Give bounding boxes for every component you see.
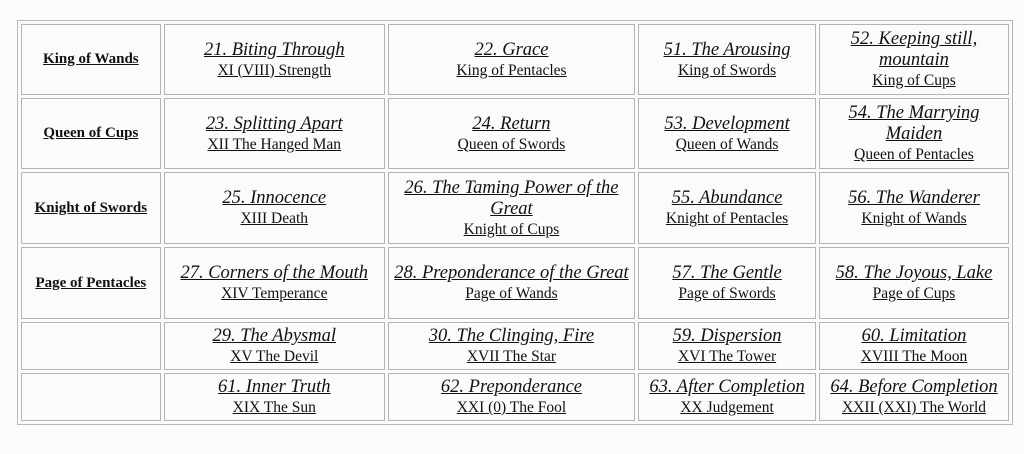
row-header [21, 98, 161, 169]
card-link[interactable]: Knight of Pentacles [665, 210, 789, 227]
row-header [21, 322, 161, 370]
hexagram-link[interactable]: 26. The Taming Power of the Great [404, 177, 619, 219]
hexagram-link[interactable]: 24. Return [472, 113, 551, 134]
table-cell [388, 24, 635, 95]
hexagram-link[interactable]: 21. Biting Through [203, 39, 345, 60]
hexagram-link[interactable]: 57. The Gentle [672, 263, 782, 283]
table-row [21, 172, 1009, 244]
row-header-label: King of Wands [43, 51, 139, 67]
card-link[interactable]: XXI (0) The Fool [456, 399, 567, 416]
hexagram-link[interactable]: 64. Before Completion [830, 377, 998, 397]
hexagram-link[interactable]: 55. Abundance [671, 188, 783, 208]
card-link[interactable]: XII The Hanged Man [207, 135, 342, 153]
hexagram-link[interactable]: 58. The Joyous, Lake [835, 263, 993, 283]
card-link[interactable]: XIV Temperance [221, 285, 328, 302]
row-header-label: Page of Pentacles [35, 274, 147, 291]
row-header-label: Knight of Swords [34, 199, 148, 216]
card-link[interactable]: King of Pentacles [456, 61, 567, 79]
row-header [21, 247, 161, 319]
table-row [21, 247, 1009, 319]
card-link[interactable]: XVII The Star [466, 348, 557, 365]
hexagram-link[interactable]: 62. Preponderance [440, 377, 583, 397]
table-cell [388, 172, 635, 244]
hexagram-link[interactable]: 27. Corners of the Mouth [180, 263, 369, 283]
hexagram-link[interactable]: 61. Inner Truth [217, 377, 331, 397]
table-cell [388, 373, 635, 421]
table-cell [164, 172, 385, 244]
hexagram-link[interactable]: 53. Development [664, 113, 790, 134]
row-header [21, 172, 161, 244]
card-link[interactable]: XV The Devil [230, 348, 319, 365]
table-row [21, 322, 1009, 370]
card-link[interactable]: XX Judgement [680, 399, 774, 416]
card-link[interactable]: Queen of Swords [457, 135, 566, 153]
correspondence-table [17, 20, 1013, 425]
table-row [21, 373, 1009, 421]
hexagram-link[interactable]: 23. Splitting Apart [205, 113, 343, 134]
table-row [21, 24, 1009, 95]
table-row [21, 98, 1009, 169]
card-link[interactable]: Queen of Pentacles [854, 146, 974, 163]
card-link[interactable]: XXII (XXI) The World [841, 399, 987, 416]
card-link[interactable]: XVIII The Moon [860, 348, 968, 365]
table-cell [819, 322, 1009, 370]
card-link[interactable]: XI (VIII) Strength [217, 61, 332, 79]
table-cell [388, 322, 635, 370]
table-cell [819, 172, 1009, 244]
table-cell [638, 322, 816, 370]
hexagram-link[interactable]: 51. The Arousing [663, 39, 791, 60]
table-cell [164, 247, 385, 319]
row-header [21, 373, 161, 421]
card-link[interactable]: Knight of Cups [463, 220, 560, 238]
hexagram-link[interactable]: 63. After Completion [649, 377, 805, 397]
table-cell [164, 24, 385, 95]
card-link[interactable]: Page of Cups [872, 285, 956, 302]
table-cell [819, 373, 1009, 421]
card-link[interactable]: Page of Swords [678, 285, 776, 302]
table-cell [164, 373, 385, 421]
table-cell [638, 247, 816, 319]
table-cell [819, 247, 1009, 319]
hexagram-link[interactable]: 22. Grace [474, 39, 549, 60]
card-link[interactable]: King of Swords [677, 61, 777, 79]
card-link[interactable]: King of Cups [872, 72, 956, 89]
row-header [21, 24, 161, 95]
hexagram-link[interactable]: 29. The Abysmal [212, 326, 337, 346]
table-cell [819, 24, 1009, 95]
hexagram-link[interactable]: 59. Dispersion [672, 326, 782, 346]
hexagram-link[interactable]: 56. The Wanderer [848, 188, 980, 208]
card-link[interactable]: XIX The Sun [232, 399, 316, 416]
card-link[interactable]: Page of Wands [465, 285, 558, 302]
table-cell [638, 98, 816, 169]
card-link[interactable]: XIII Death [240, 210, 309, 227]
table-cell [388, 98, 635, 169]
table-cell [388, 247, 635, 319]
card-link[interactable]: XVI The Tower [677, 348, 777, 365]
table-cell [819, 98, 1009, 169]
hexagram-link[interactable]: 60. Limitation [861, 326, 967, 346]
hexagram-link[interactable]: 30. The Clinging, Fire [428, 326, 595, 346]
card-link[interactable]: Queen of Wands [675, 135, 779, 153]
table-cell [638, 172, 816, 244]
card-link[interactable]: Knight of Wands [861, 210, 967, 227]
hexagram-link[interactable]: 52. Keeping still, mountain [850, 29, 978, 70]
table-cell [164, 322, 385, 370]
table-cell [638, 373, 816, 421]
hexagram-link[interactable]: 54. The Marrying Maiden [848, 103, 980, 144]
table-cell [164, 98, 385, 169]
hexagram-link[interactable]: 25. Innocence [222, 188, 327, 208]
row-header-label: Queen of Cups [43, 125, 139, 141]
hexagram-link[interactable]: 28. Preponderance of the Great [394, 263, 629, 283]
table-cell [638, 24, 816, 95]
